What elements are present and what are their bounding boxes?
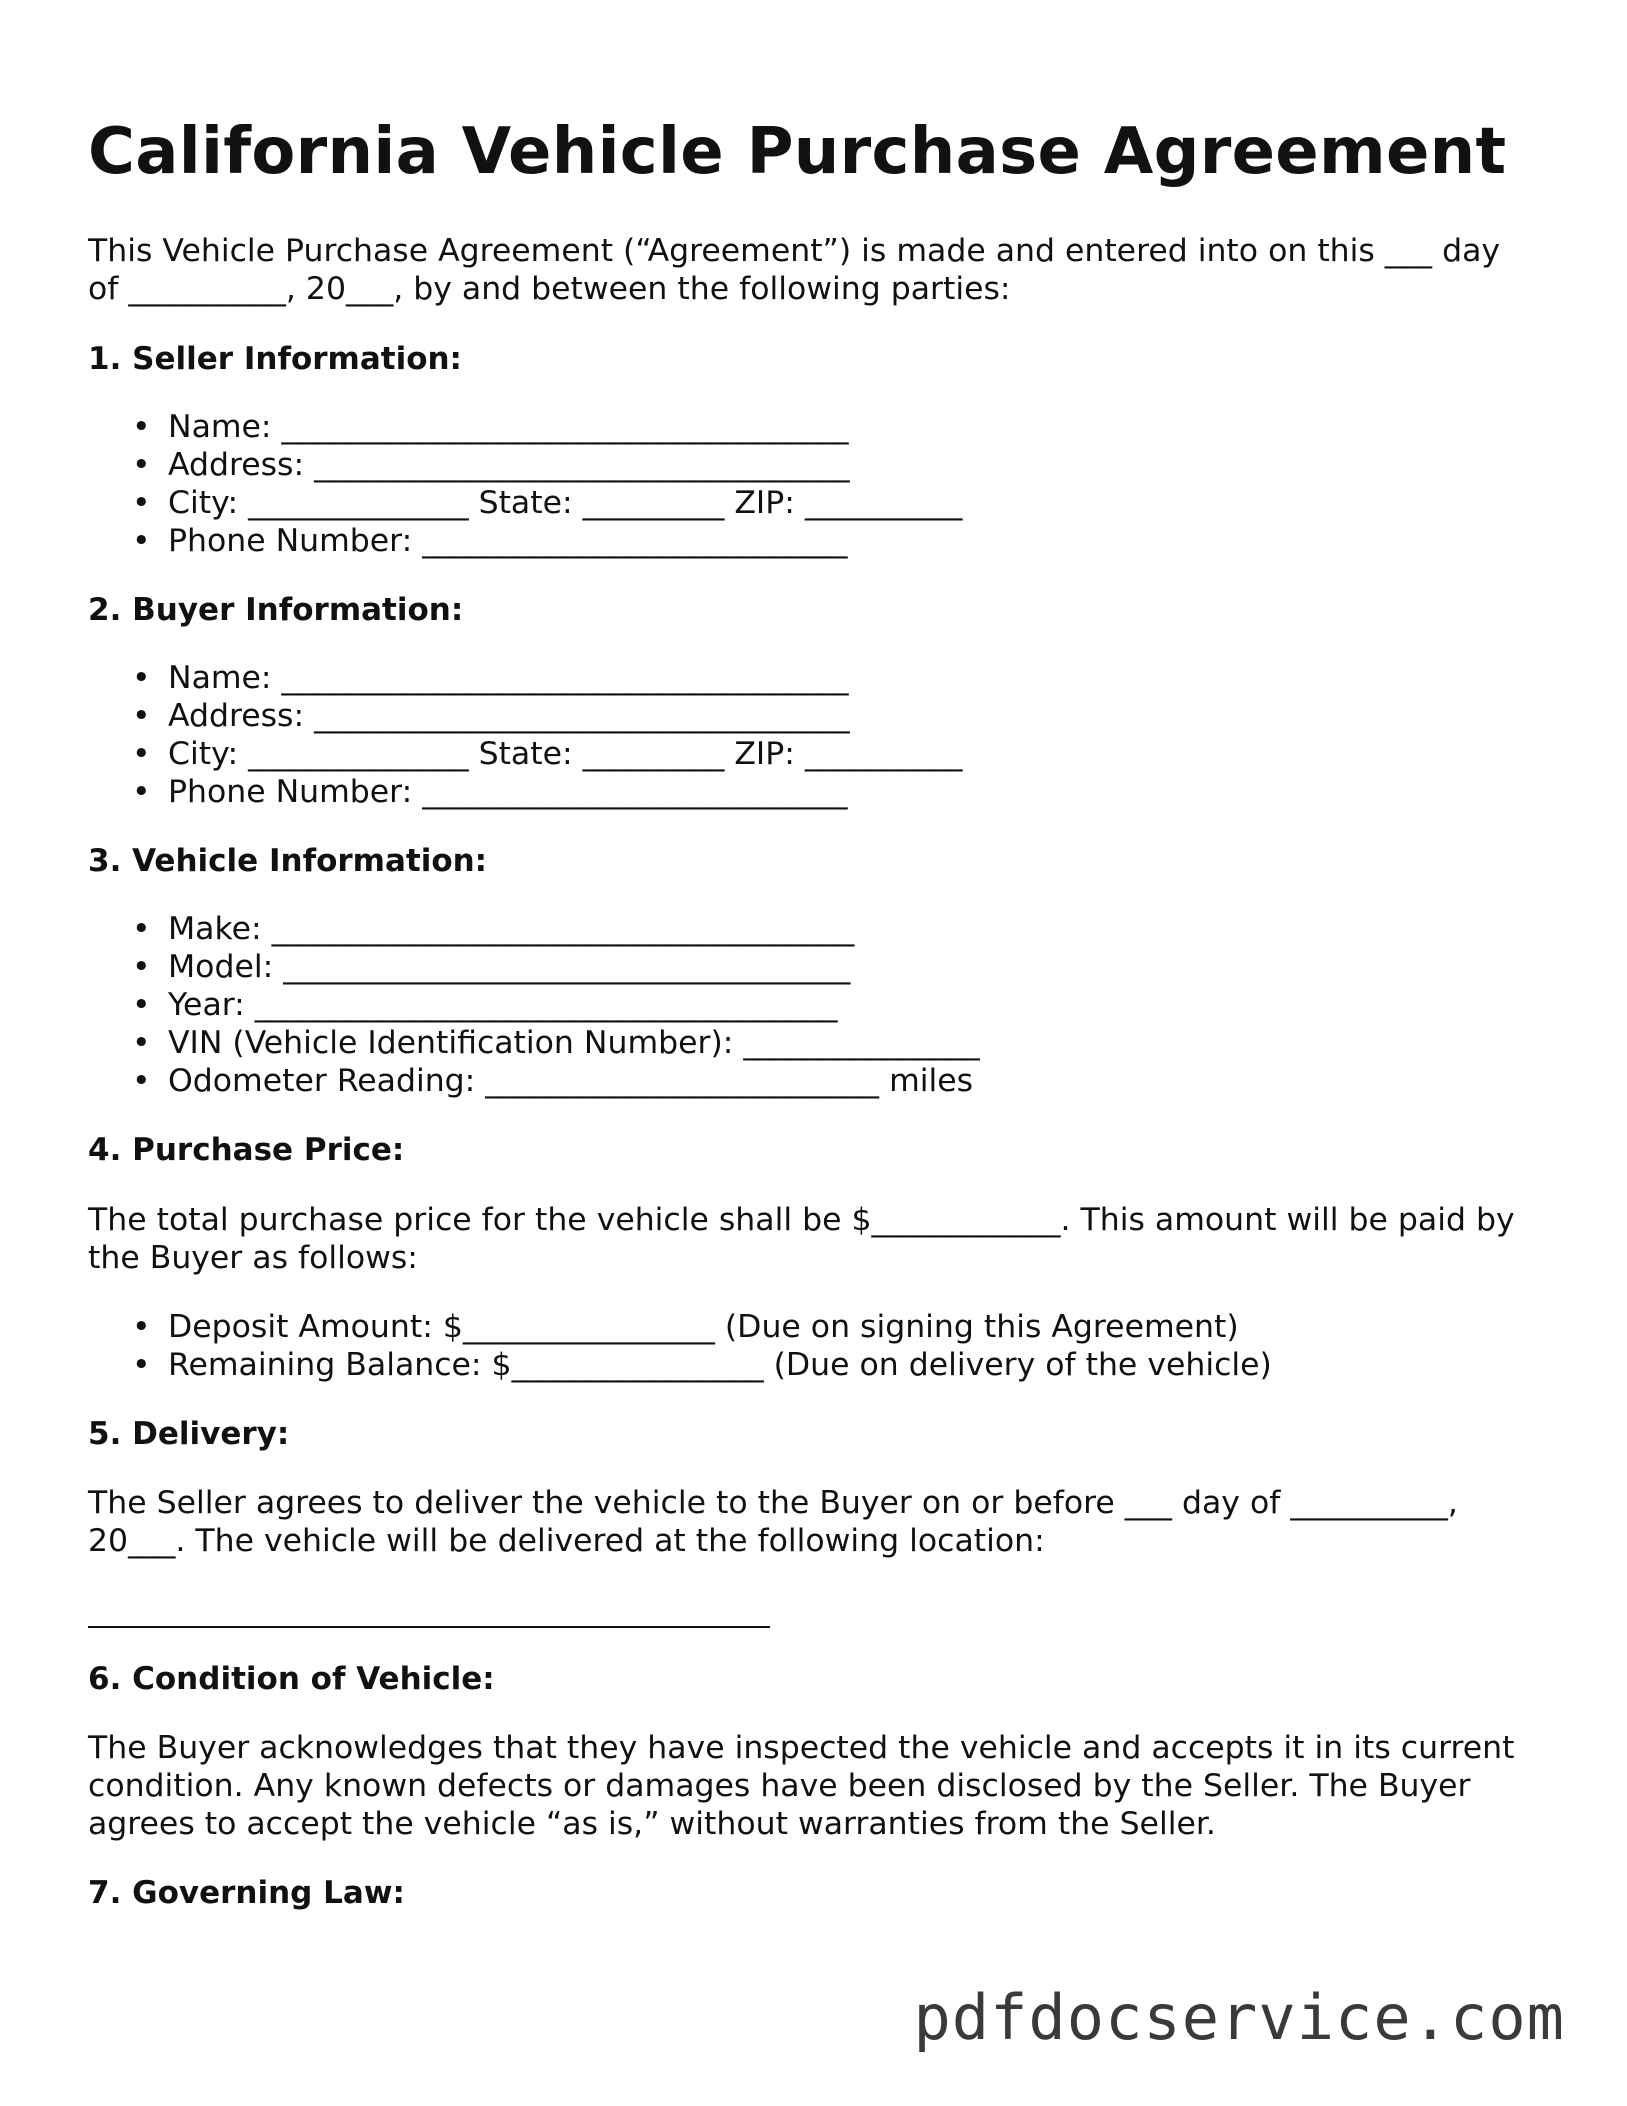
delivery-line-1: The Seller agrees to deliver the vehicle to the Buyer on or before ___ day of __________, [88, 1485, 1458, 1521]
delivery-heading: 5. Delivery: [88, 1416, 290, 1452]
price-heading: 4. Purchase Price: [88, 1132, 405, 1168]
vehicle-model-field: • Model: ____________________________________ [88, 948, 980, 986]
delivery-line-2: 20___. The vehicle will be delivered at the following location: [88, 1523, 1045, 1559]
vehicle-odometer-field: • Odometer Reading: _________________________ miles [88, 1062, 980, 1100]
vehicle-heading: 3. Vehicle Information: [88, 843, 488, 879]
condition-heading: 6. Condition of Vehicle: [88, 1661, 495, 1697]
seller-info-list [88, 408, 962, 560]
buyer-address-field: • Address: __________________________________ [88, 697, 962, 735]
seller-heading: 1. Seller Information: [88, 341, 462, 377]
vehicle-make-field: • Make: _____________________________________ [88, 910, 980, 948]
seller-address-field: • Address: __________________________________ [88, 446, 962, 484]
governing-law-heading: 7. Governing Law: [88, 1875, 405, 1911]
watermark: pdfdocservice.com [913, 1981, 1565, 2054]
deposit-amount-field: • Deposit Amount: $________________ (Due on signing this Agreement) [88, 1308, 1272, 1346]
buyer-phone-field: • Phone Number: ___________________________ [88, 773, 962, 811]
remaining-balance-field: • Remaining Balance: $________________ (Due on delivery of the vehicle) [88, 1346, 1272, 1384]
condition-line-2: condition. Any known defects or damages have been disclosed by the Seller. The Buyer [88, 1768, 1471, 1804]
condition-line-1: The Buyer acknowledges that they have inspected the vehicle and accepts it in its current [88, 1730, 1515, 1766]
vehicle-info-list [88, 910, 980, 1100]
buyer-city-state-zip-field: • City: ______________ State: _________ ZIP: __________ [88, 735, 962, 773]
price-line-1: The total purchase price for the vehicle shall be $____________. This amount will be paid by [88, 1202, 1515, 1238]
vehicle-vin-field: • VIN (Vehicle Identification Number): _______________ [88, 1024, 980, 1062]
seller-city-state-zip-field: • City: ______________ State: _________ ZIP: __________ [88, 484, 962, 522]
delivery-location-line [88, 1626, 770, 1628]
buyer-name-field: • Name: ____________________________________ [88, 659, 962, 697]
payment-terms-list [88, 1308, 1272, 1384]
intro-line-1: This Vehicle Purchase Agreement (“Agreement”) is made and entered into on this ___ day [88, 233, 1501, 269]
seller-name-field: • Name: ____________________________________ [88, 408, 962, 446]
buyer-heading: 2. Buyer Information: [88, 592, 464, 628]
condition-line-3: agrees to accept the vehicle “as is,” without warranties from the Seller. [88, 1806, 1216, 1842]
intro-line-2: of __________, 20___, by and between the following parties: [88, 271, 1011, 307]
buyer-info-list [88, 659, 962, 811]
document-title: California Vehicle Purchase Agreement [88, 115, 1507, 189]
vehicle-year-field: • Year: _____________________________________ [88, 986, 980, 1024]
seller-phone-field: • Phone Number: ___________________________ [88, 522, 962, 560]
price-line-2: the Buyer as follows: [88, 1240, 418, 1276]
